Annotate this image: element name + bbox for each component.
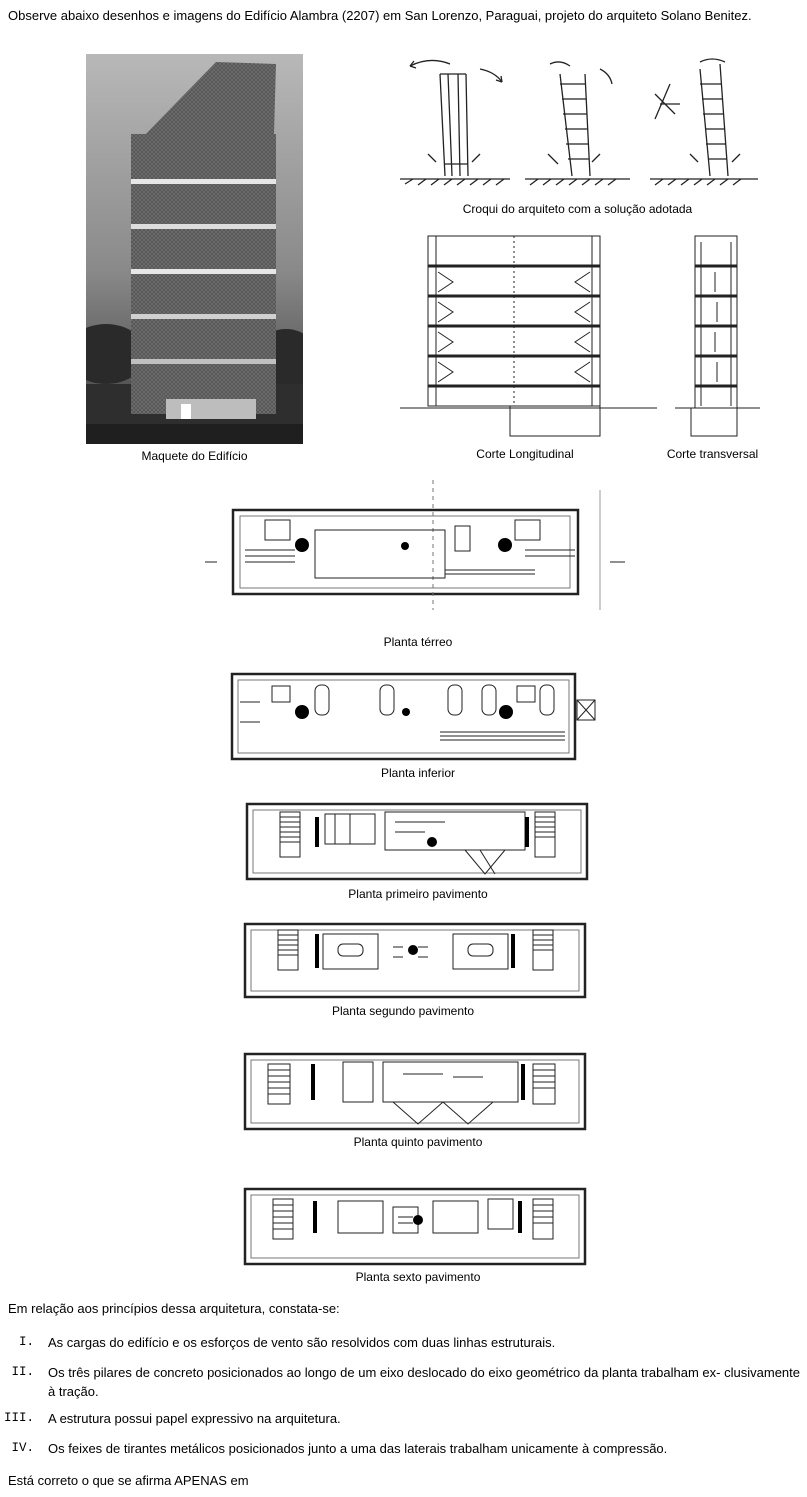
planta-terreo-drawing: [205, 480, 625, 610]
planta-primeiro-caption: Planta primeiro pavimento: [348, 887, 488, 901]
closing-prompt: Está correto o que se afirma APENAS em: [8, 1473, 249, 1488]
planta-inferior-drawing: [230, 672, 600, 762]
intro-text: Observe abaixo desenhos e imagens do Edifício Alambra (2207) em San Lorenzo, Paraguai, projeto do arquiteto Solano Benitez.: [8, 8, 752, 23]
planta-terreo-caption: Planta térreo: [383, 635, 453, 649]
statement-text: A estrutura possui papel expressivo na arquitetura.: [48, 1411, 341, 1426]
statement-text: As cargas do edifício e os esforços de vento são resolvidos com duas linhas estruturais.: [48, 1335, 556, 1350]
planta-inferior-caption: Planta inferior: [380, 766, 456, 780]
statement-text: Os feixes de tirantes metálicos posicionados junto a uma das laterais trabalham unicamente à compressão.: [48, 1441, 668, 1456]
statement-item: [0, 1333, 807, 1353]
planta-segundo-drawing: [243, 922, 588, 1000]
statement-item: [0, 1363, 807, 1403]
statement-number: IV.: [11, 1441, 34, 1455]
croqui-sketch: [400, 54, 760, 196]
corte-longitudinal-drawing: [400, 232, 657, 440]
statement-text: Os três pilares de concreto posicionados ao longo de um eixo deslocado do eixo geométrico da planta trabalham ex- clusivamente à tração.: [48, 1365, 800, 1399]
maquete-caption: Maquete do Edifício: [141, 449, 248, 463]
planta-sexto-caption: Planta sexto pavimento: [355, 1270, 481, 1284]
planta-primeiro-drawing: [245, 802, 590, 882]
croqui-caption: Croqui do arquiteto com a solução adotada: [462, 202, 693, 216]
planta-quinto-drawing: [243, 1052, 588, 1132]
statement-item: [0, 1439, 807, 1459]
planta-quinto-caption: Planta quinto pavimento: [353, 1135, 483, 1149]
statement-item: [0, 1409, 807, 1429]
corte-longitudinal-caption: Corte Longitudinal: [476, 447, 574, 461]
corte-transversal-drawing: [675, 232, 760, 440]
planta-segundo-caption: Planta segundo pavimento: [331, 1004, 475, 1018]
statement-number: III.: [3, 1411, 34, 1425]
planta-sexto-drawing: [243, 1187, 588, 1267]
question-prompt: Em relação aos princípios dessa arquitetura, constata-se:: [8, 1301, 340, 1316]
statement-number: I.: [18, 1335, 34, 1349]
maquete-photo: [86, 54, 303, 444]
statement-number: II.: [11, 1365, 34, 1379]
corte-transversal-caption: Corte transversal: [666, 447, 759, 461]
